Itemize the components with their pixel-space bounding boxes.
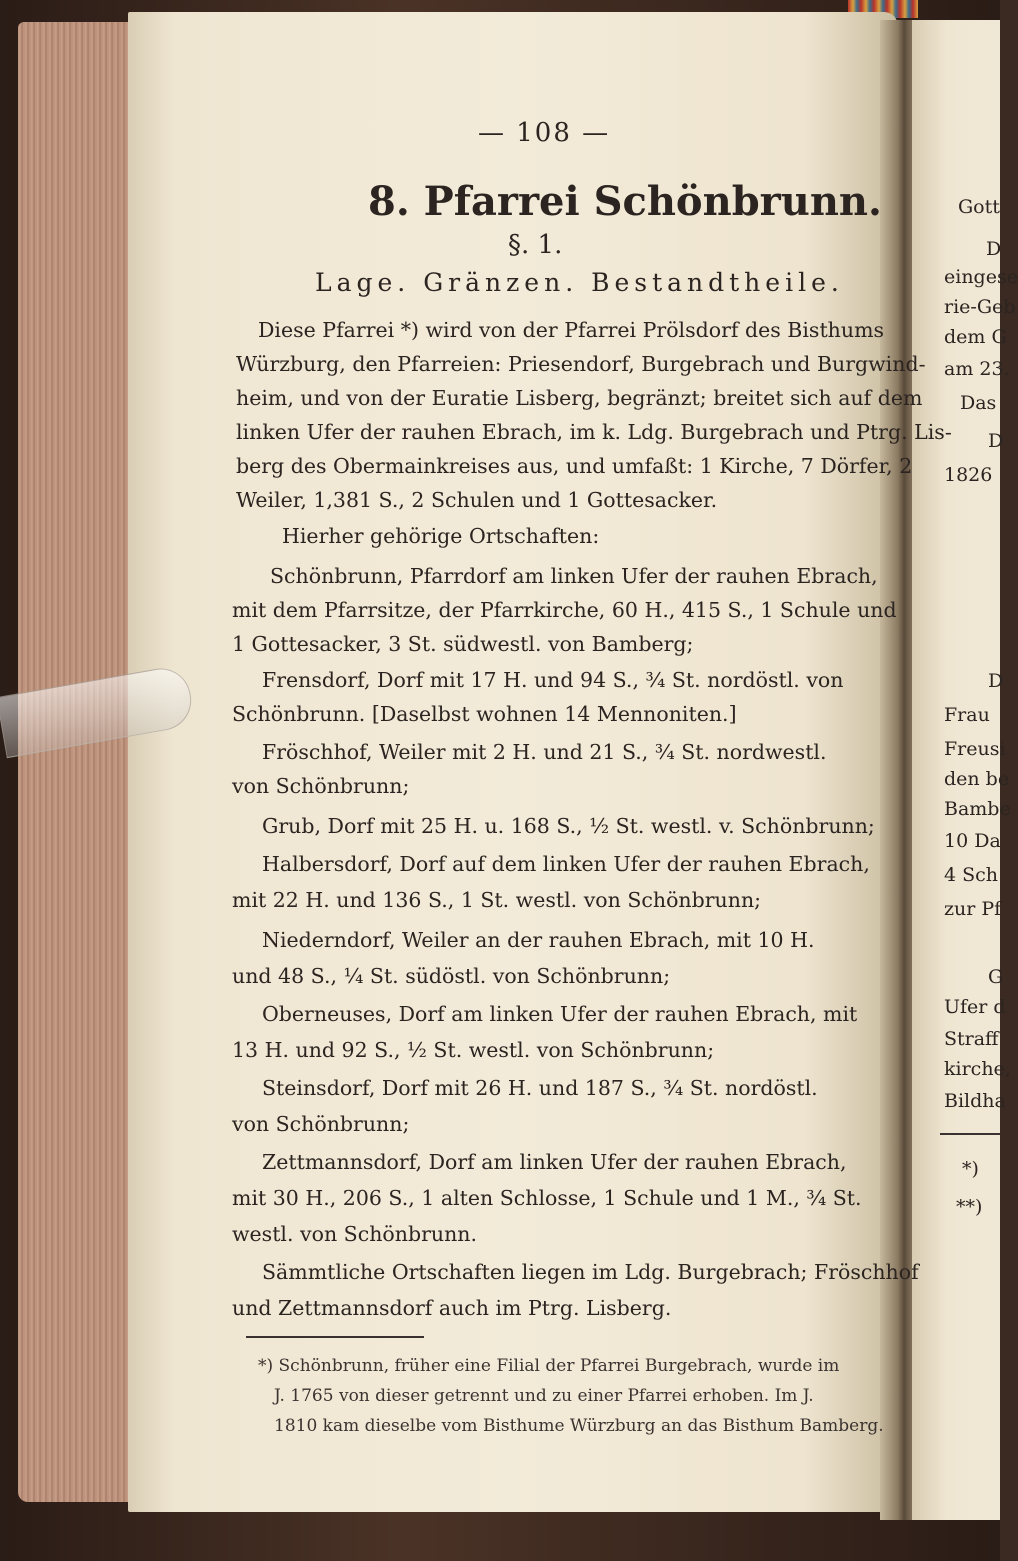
- right-page-fragment: D: [986, 238, 1002, 260]
- text-line: linken Ufer der rauhen Ebrach, im k. Ldg. Burgebrach und Ptrg. Lis-: [236, 420, 952, 444]
- right-page-fragment: Bambe: [944, 798, 1011, 820]
- text-line: Weiler, 1,381 S., 2 Schulen und 1 Gottesacker.: [236, 488, 718, 512]
- text-line: Hierher gehörige Ortschaften:: [282, 524, 600, 548]
- text-line: berg des Obermainkreises aus, und umfaßt: 1 Kirche, 7 Dörfer, 2: [236, 454, 913, 478]
- right-page-fragment: dem G: [944, 326, 1007, 348]
- text-line: Fröschhof, Weiler mit 2 H. und 21 S., ¾ St. nordwestl.: [262, 740, 827, 764]
- right-page-fragment: kirche,: [944, 1058, 1011, 1080]
- right-page-fragment: zur Pf: [944, 898, 1002, 920]
- text-line: Oberneuses, Dorf am linken Ufer der rauhen Ebrach, mit: [262, 1002, 858, 1026]
- section-subheading: Lage. Gränzen. Bestandtheile.: [315, 268, 844, 297]
- right-page-fragment: am 23.: [944, 358, 1010, 380]
- text-line: Diese Pfarrei *) wird von der Pfarrei Prölsdorf des Bisthums: [258, 318, 885, 342]
- text-line: Frensdorf, Dorf mit 17 H. und 94 S., ¾ St. nordöstl. von: [262, 668, 844, 692]
- text-line: und Zettmannsdorf auch im Ptrg. Lisberg.: [232, 1296, 672, 1320]
- right-page-fragment: Bildha: [944, 1090, 1006, 1112]
- text-line: mit 22 H. und 136 S., 1 St. westl. von Schönbrunn;: [232, 888, 762, 912]
- text-line: westl. von Schönbrunn.: [232, 1222, 477, 1246]
- right-page-fragment: Das: [960, 392, 997, 414]
- text-line: 13 H. und 92 S., ½ St. westl. von Schönbrunn;: [232, 1038, 715, 1062]
- right-page-fragment: Freusi: [944, 738, 1006, 760]
- right-page-fragment: rie-Geb: [944, 296, 1016, 318]
- text-line: Niederndorf, Weiler an der rauhen Ebrach, mit 10 H.: [262, 928, 815, 952]
- right-page-fragment: *): [962, 1158, 979, 1180]
- right-page-fragment: eingese: [944, 266, 1018, 288]
- right-page-fragment: Gott: [958, 196, 1000, 218]
- page-title: 8. Pfarrei Schönbrunn.: [368, 178, 882, 225]
- right-page-fragment: 10 Da: [944, 830, 1001, 852]
- right-page-fragment: Ufer d: [944, 996, 1006, 1018]
- right-page-fragment: **): [956, 1196, 983, 1218]
- text-line: Würzburg, den Pfarreien: Priesendorf, Burgebrach und Burgwind-: [236, 352, 926, 376]
- footnote-line: 1810 kam dieselbe vom Bisthume Würzburg an das Bisthum Bamberg.: [274, 1416, 884, 1436]
- right-page-fragment: G: [988, 966, 1004, 988]
- right-page-fragment: Straff: [944, 1028, 999, 1050]
- text-line: Zettmannsdorf, Dorf am linken Ufer der rauhen Ebrach,: [262, 1150, 847, 1174]
- text-line: von Schönbrunn;: [232, 1112, 410, 1136]
- text-line: 1 Gottesacker, 3 St. südwestl. von Bamberg;: [232, 632, 694, 656]
- section-number: §. 1.: [508, 230, 563, 260]
- text-line: Schönbrunn. [Daselbst wohnen 14 Mennoniten.]: [232, 702, 737, 726]
- footnote-line: *) Schönbrunn, früher eine Filial der Pfarrei Burgebrach, wurde im: [258, 1356, 840, 1376]
- text-line: und 48 S., ¼ St. südöstl. von Schönbrunn;: [232, 964, 671, 988]
- right-footnote-rule: [940, 1133, 1000, 1135]
- right-page-fragment: D: [988, 430, 1004, 452]
- page-edges: [18, 22, 136, 1502]
- footnote-rule: [246, 1336, 424, 1338]
- right-page-fragment: D: [988, 670, 1004, 692]
- footnote-line: J. 1765 von dieser getrennt und zu einer Pfarrei erhoben. Im J.: [274, 1386, 814, 1406]
- text-line: Sämmtliche Ortschaften liegen im Ldg. Burgebrach; Fröschhof: [262, 1260, 919, 1284]
- right-page-fragment: 1826: [944, 464, 993, 486]
- text-line: mit dem Pfarrsitze, der Pfarrkirche, 60 H., 415 S., 1 Schule und: [232, 598, 897, 622]
- text-line: Schönbrunn, Pfarrdorf am linken Ufer der rauhen Ebrach,: [270, 564, 878, 588]
- text-line: Steinsdorf, Dorf mit 26 H. und 187 S., ¾ St. nordöstl.: [262, 1076, 818, 1100]
- right-page-fragment: 4 Sch: [944, 864, 999, 886]
- text-line: heim, und von der Euratie Lisberg, begränzt; breitet sich auf dem: [236, 386, 923, 410]
- text-line: Grub, Dorf mit 25 H. u. 168 S., ½ St. westl. v. Schönbrunn;: [262, 814, 875, 838]
- text-line: von Schönbrunn;: [232, 774, 410, 798]
- right-page-fragment: Frau: [944, 704, 990, 726]
- page-number: — 108 —: [478, 118, 611, 148]
- text-line: mit 30 H., 206 S., 1 alten Schlosse, 1 Schule und 1 M., ¾ St.: [232, 1186, 862, 1210]
- right-page-fragment: den be: [944, 768, 1010, 790]
- text-line: Halbersdorf, Dorf auf dem linken Ufer der rauhen Ebrach,: [262, 852, 870, 876]
